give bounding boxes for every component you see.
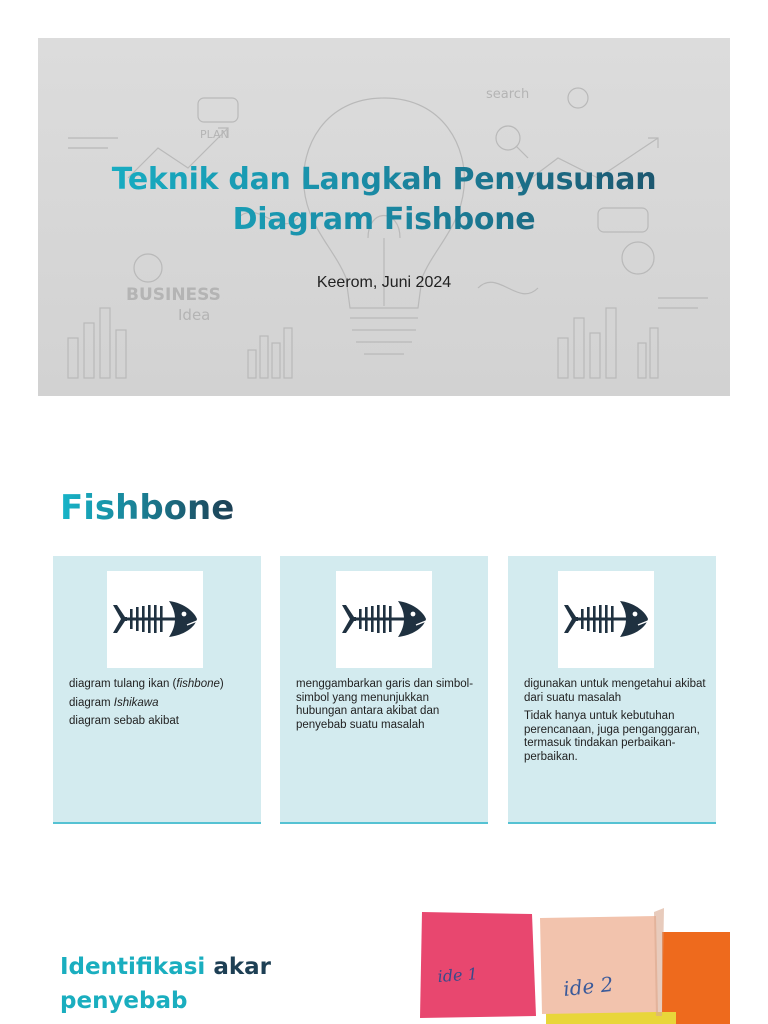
fishbone-icon [558,571,654,668]
svg-text:PLAN: PLAN [200,128,229,141]
title-slide [38,38,730,396]
section-title-identifikasi: Identifikasi akar penyebab [60,954,271,1014]
sticky-note-text-1: ide 1 [436,964,479,986]
sticky-note-pink [420,912,536,1018]
info-card-1 [53,556,261,824]
sticky-note-orange [662,932,730,1024]
section-title: Fishbone [60,488,235,528]
card-text: digunakan untuk mengetahui akibat dari suatu masalah Tidak hanya untuk kebutuhan perencanaan, juga penganggaran, termasuk tindakan perbaikan-perbaikan. [524,678,706,763]
svg-text:search: search [486,87,530,102]
presentation-title: Teknik dan Langkah Penyusunan Diagram Fishbone [38,160,730,240]
sticky-notes-image [418,904,730,1024]
sticky-note-peach [540,916,658,1014]
card-text: diagram tulang ikan (fishbone) diagram Ishikawa diagram sebab akibat [69,678,224,727]
presentation-subtitle: Keerom, Juni 2024 [316,274,452,291]
sticky-note-text-2: ide 2 [562,971,615,1001]
fishbone-icon [107,571,203,668]
info-card-2 [280,556,488,824]
svg-text:BUSINESS: BUSINESS [126,285,221,305]
svg-text:Idea: Idea [178,306,211,324]
fishbone-icon [336,571,432,668]
info-card-3 [508,556,716,824]
card-text: menggambarkan garis dan simbol-simbol yang menunjukkan hubungan antara akibat dan penyebab suatu masalah [296,678,474,731]
